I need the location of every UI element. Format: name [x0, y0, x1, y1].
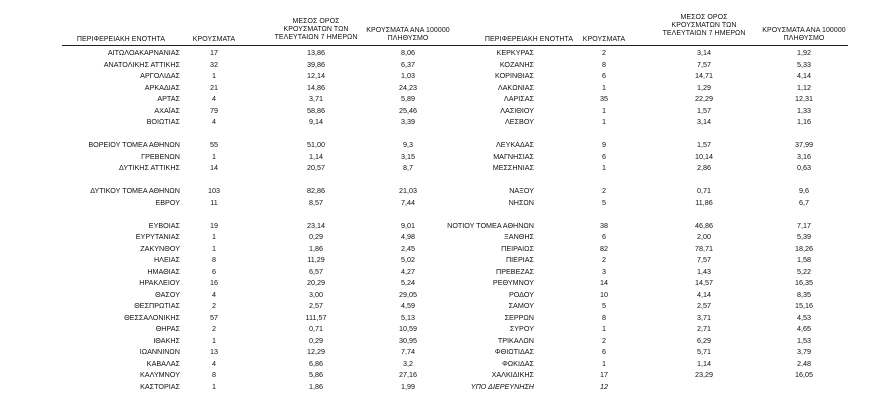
- right-cases-cell: 5: [602, 197, 606, 207]
- left-cases-cell: 13: [210, 347, 218, 356]
- left-per-cell: 25,46: [399, 105, 417, 115]
- left-cases-cell: 1: [212, 335, 216, 345]
- right-row: [62, 220, 852, 231]
- left-per-cell: 5,24: [401, 278, 415, 287]
- left-per-cell: 9,3: [403, 140, 413, 149]
- right-row: [62, 105, 852, 116]
- left-region-cell: ΚΑΒΑΛΑΣ: [146, 358, 180, 368]
- left-per-cell: 8,06: [401, 48, 415, 57]
- right-per-cell: 16,35: [795, 278, 813, 287]
- right-region-cell: ΜΕΣΣΗΝΙΑΣ: [492, 163, 534, 172]
- right-row: [62, 231, 852, 242]
- right-avg-cell: 3,14: [697, 117, 711, 126]
- left-avg-cell: 1,86: [309, 243, 323, 253]
- right-per-cell: 16,05: [795, 370, 813, 379]
- left-avg-cell: 1,14: [309, 151, 323, 161]
- right-avg-cell: 14,57: [695, 278, 713, 287]
- right-cases-cell: 1: [602, 82, 606, 92]
- right-per-cell: 5,22: [797, 266, 811, 276]
- left-cases-cell: 32: [210, 59, 218, 69]
- right-row: [62, 369, 852, 380]
- left-cases-cell: 103: [208, 186, 220, 195]
- right-cases-cell: 14: [600, 278, 608, 287]
- right-row: [62, 82, 852, 93]
- right-region-cell: ΛΑΚΩΝΙΑΣ: [497, 82, 534, 92]
- right-avg-cell: 1,57: [697, 105, 711, 115]
- right-row: [62, 59, 852, 70]
- right-row: [62, 197, 852, 208]
- left-region-cell: ΑΙΤΩΛΟΑΚΑΡΝΑΝΙΑΣ: [107, 48, 180, 57]
- right-region-cell: ΛΑΡΙΣΑΣ: [503, 94, 534, 103]
- left-per-cell: 30,95: [399, 335, 417, 345]
- right-avg-cell: 1,14: [697, 358, 711, 368]
- right-per-cell: 15,16: [795, 301, 813, 310]
- right-row: [62, 346, 852, 357]
- right-per-cell: 4,65: [797, 324, 811, 333]
- right-row: [62, 358, 852, 369]
- left-per-cell: 1,99: [401, 381, 415, 391]
- right-row: [62, 254, 852, 265]
- right-row: [62, 243, 852, 254]
- left-cases-cell: 1: [212, 381, 216, 391]
- right-per-cell: 7,17: [797, 220, 811, 230]
- right-row: [62, 47, 852, 58]
- left-cases-cell: 19: [210, 220, 218, 230]
- right-row: [62, 266, 852, 277]
- left-avg-cell: 39,86: [307, 59, 325, 69]
- left-per-cell: 24,23: [399, 82, 417, 92]
- right-avg-cell: 46,86: [695, 220, 713, 230]
- right-region-cell: ΡΟΔΟΥ: [508, 289, 534, 299]
- left-per-cell: 4,27: [401, 266, 415, 276]
- left-cases-cell: 2: [212, 301, 216, 310]
- right-cases-cell: 3: [602, 266, 606, 276]
- right-per-cell: 1,12: [797, 82, 811, 92]
- right-region-cell: ΦΩΚΙΔΑΣ: [502, 358, 534, 368]
- right-average-header-line3: ΤΕΛΕΥΤΑΙΩΝ 7 ΗΜΕΡΩΝ: [662, 30, 746, 37]
- left-avg-cell: 0,29: [309, 232, 323, 241]
- left-avg-cell: 6,57: [309, 266, 323, 276]
- right-average-header-line1: ΜΕΣΟΣ ΟΡΟΣ: [680, 14, 728, 21]
- right-region-cell: ΝΗΣΩΝ: [508, 197, 534, 207]
- left-cases-cell: 14: [210, 163, 218, 172]
- right-cases-cell: 2: [602, 335, 606, 345]
- right-region-cell: ΤΡΙΚΑΛΩΝ: [497, 335, 534, 345]
- right-per-cell: 9,6: [799, 186, 809, 195]
- left-cases-cell: 16: [210, 278, 218, 287]
- left-per-cell: 7,44: [401, 197, 415, 207]
- right-avg-cell: 14,71: [695, 71, 713, 80]
- left-cases-cell: 1: [212, 71, 216, 80]
- right-cases-cell: 1: [602, 163, 606, 172]
- left-per-100k-header-line1: ΚΡΟΥΣΜΑΤΑ ΑΝΑ 100000: [366, 27, 450, 34]
- left-per-cell: 2,45: [401, 243, 415, 253]
- right-row: [62, 277, 852, 288]
- right-avg-cell: 6,29: [697, 335, 711, 345]
- left-per-cell: 1,03: [401, 71, 415, 80]
- right-cases-cell: 1: [602, 105, 606, 115]
- right-per-cell: 4,53: [797, 312, 811, 322]
- left-cases-cell: 1: [212, 151, 216, 161]
- left-avg-cell: 1,86: [309, 381, 323, 391]
- right-row: [62, 335, 852, 346]
- left-cases-cell: 4: [212, 289, 216, 299]
- right-cases-cell: 1: [602, 117, 606, 126]
- left-avg-cell: 12,29: [307, 347, 325, 356]
- left-cases-cell: 17: [210, 48, 218, 57]
- right-region-cell: ΚΟΡΙΝΘΙΑΣ: [495, 71, 534, 80]
- right-avg-cell: 1,57: [697, 140, 711, 149]
- left-region-cell: ΘΗΡΑΣ: [155, 324, 180, 333]
- left-avg-cell: 0,71: [309, 324, 323, 333]
- left-cases-cell: 8: [212, 255, 216, 264]
- left-avg-cell: 0,29: [309, 335, 323, 345]
- left-region-cell: ΑΧΑΪΑΣ: [154, 105, 180, 115]
- right-per-cell: 8,35: [797, 289, 811, 299]
- right-row: [62, 70, 852, 81]
- left-cases-cell: 57: [210, 312, 218, 322]
- left-avg-cell: 11,29: [307, 255, 325, 264]
- left-avg-cell: 20,57: [307, 163, 325, 172]
- right-region-cell: ΚΟΖΑΝΗΣ: [499, 59, 534, 69]
- left-per-100k-header-line2: ΠΛΗΘΥΣΜΟ: [387, 35, 429, 42]
- left-avg-cell: 82,86: [307, 186, 325, 195]
- right-row: [62, 185, 852, 196]
- left-avg-cell: 5,86: [309, 370, 323, 379]
- left-region-cell: ΙΘΑΚΗΣ: [153, 335, 180, 345]
- right-cases-cell: 6: [602, 347, 606, 356]
- left-average-header-line2: ΚΡΟΥΣΜΑΤΩΝ ΤΩΝ: [283, 26, 349, 33]
- right-average-header: [656, 14, 752, 38]
- left-region-cell: ΗΛΕΙΑΣ: [153, 255, 180, 264]
- left-cases-cell: 6: [212, 266, 216, 276]
- left-region-cell: ΕΒΡΟΥ: [155, 197, 180, 207]
- right-region-cell: ΠΕΙΡΑΙΩΣ: [501, 243, 534, 253]
- right-cases-cell: 9: [602, 140, 606, 149]
- right-cases-cell: 12: [600, 381, 608, 391]
- right-avg-cell: 2,00: [697, 232, 711, 241]
- right-region-cell: ΠΙΕΡΙΑΣ: [505, 255, 534, 264]
- left-region-cell: ΕΥΡΥΤΑΝΙΑΣ: [135, 232, 180, 241]
- right-cases-cell: 2: [602, 186, 606, 195]
- left-per-cell: 10,59: [399, 324, 417, 333]
- right-per-cell: 2,48: [797, 358, 811, 368]
- left-cases-cell: 1: [212, 232, 216, 241]
- right-row: [62, 381, 852, 392]
- left-region-cell: ΙΩΑΝΝΙΝΩΝ: [139, 347, 180, 356]
- right-avg-cell: 78,71: [695, 243, 713, 253]
- right-per-cell: 37,99: [795, 140, 813, 149]
- right-region-cell: ΛΕΥΚΑΔΑΣ: [495, 140, 534, 149]
- left-avg-cell: 51,00: [307, 140, 325, 149]
- left-per-cell: 5,02: [401, 255, 415, 264]
- right-per-cell: 1,16: [797, 117, 811, 126]
- left-cases-cell: 21: [210, 82, 218, 92]
- right-cases-cell: 8: [602, 312, 606, 322]
- right-per-cell: 6,7: [799, 197, 809, 207]
- left-avg-cell: 12,14: [307, 71, 325, 80]
- left-avg-cell: 8,57: [309, 197, 323, 207]
- right-per-cell: 5,39: [797, 232, 811, 241]
- right-avg-cell: 3,14: [697, 48, 711, 57]
- left-cases-cell: 79: [210, 105, 218, 115]
- right-avg-cell: 7,57: [697, 255, 711, 264]
- right-per-cell: 5,33: [797, 59, 811, 69]
- right-avg-cell: 2,57: [697, 301, 711, 310]
- right-avg-cell: 4,14: [697, 289, 711, 299]
- left-region-cell: ΗΡΑΚΛΕΙΟΥ: [139, 278, 180, 287]
- left-cases-cell: 4: [212, 117, 216, 126]
- left-per-cell: 21,03: [399, 186, 417, 195]
- left-per-cell: 7,74: [401, 347, 415, 356]
- left-per-cell: 5,13: [401, 312, 415, 322]
- left-cases-cell: 4: [212, 358, 216, 368]
- right-row: [62, 174, 852, 185]
- left-avg-cell: 23,14: [307, 220, 325, 230]
- left-per-cell: 3,2: [403, 358, 413, 368]
- right-row: [62, 162, 852, 173]
- right-cases-cell: 1: [602, 324, 606, 333]
- right-per-cell: 3,16: [797, 151, 811, 161]
- right-avg-cell: 2,86: [697, 163, 711, 172]
- right-cases-cell: 17: [600, 370, 608, 379]
- left-avg-cell: 3,71: [309, 94, 323, 103]
- right-cases-cell: 1: [602, 358, 606, 368]
- right-per-cell: 1,92: [797, 48, 811, 57]
- right-per-100k-header: [756, 27, 852, 43]
- left-per-cell: 3,15: [401, 151, 415, 161]
- right-avg-cell: 10,14: [695, 151, 713, 161]
- right-region-cell: ΦΘΙΩΤΙΔΑΣ: [494, 347, 534, 356]
- left-per-cell: 5,89: [401, 94, 415, 103]
- right-per-cell: 1,33: [797, 105, 811, 115]
- right-cases-cell: 2: [602, 48, 606, 57]
- left-region-cell: ΒΟΡΕΙΟΥ ΤΟΜΕΑ ΑΘΗΝΩΝ: [88, 140, 180, 149]
- left-average-header-line1: ΜΕΣΟΣ ΟΡΟΣ: [292, 18, 340, 25]
- right-cases-cell: 35: [600, 94, 608, 103]
- right-avg-cell: 1,43: [697, 266, 711, 276]
- right-avg-cell: 1,29: [697, 82, 711, 92]
- right-region-cell: ΚΕΡΚΥΡΑΣ: [496, 48, 534, 57]
- left-avg-cell: 111,57: [305, 312, 327, 322]
- right-region-cell: ΝΑΞΟΥ: [509, 186, 534, 195]
- left-region-cell: ΘΑΣΟΥ: [155, 289, 180, 299]
- left-region-cell: ΖΑΚΥΝΘΟΥ: [140, 243, 180, 253]
- right-per-cell: 12,31: [795, 94, 813, 103]
- right-avg-cell: 3,71: [697, 312, 711, 322]
- right-row: [62, 312, 852, 323]
- right-row: [62, 128, 852, 139]
- left-per-cell: 4,98: [401, 232, 415, 241]
- right-row: [62, 289, 852, 300]
- left-region-cell: ΑΝΑΤΟΛΙΚΗΣ ΑΤΤΙΚΗΣ: [103, 59, 180, 69]
- left-per-cell: 9,01: [401, 220, 415, 230]
- right-region-cell: ΣΕΡΡΩΝ: [504, 312, 534, 322]
- right-per-cell: 18,26: [795, 243, 813, 253]
- right-region-cell: ΜΑΓΝΗΣΙΑΣ: [493, 151, 534, 161]
- left-region-cell: ΘΕΣΣΑΛΟΝΙΚΗΣ: [124, 312, 180, 322]
- right-region-cell: ΛΕΣΒΟΥ: [505, 117, 534, 126]
- left-average-header: [258, 18, 374, 42]
- left-avg-cell: 58,86: [307, 105, 325, 115]
- right-region-cell: ΧΑΛΚΙΔΙΚΗΣ: [491, 370, 534, 379]
- right-row: [62, 208, 852, 219]
- left-region-cell: ΘΕΣΠΡΩΤΙΑΣ: [134, 301, 180, 310]
- left-region-cell: ΚΑΣΤΟΡΙΑΣ: [140, 381, 180, 391]
- left-cases-cell: 1: [212, 243, 216, 253]
- left-cases-cell: 55: [210, 140, 218, 149]
- left-avg-cell: 3,00: [309, 289, 323, 299]
- right-row: [62, 151, 852, 162]
- header-divider: [62, 45, 848, 46]
- left-cases-cell: 4: [212, 94, 216, 103]
- left-region-cell: ΒΟΙΩΤΙΑΣ: [146, 117, 180, 126]
- left-per-cell: 29,05: [399, 289, 417, 299]
- left-per-cell: 6,37: [401, 59, 415, 69]
- left-avg-cell: 13,86: [307, 48, 325, 57]
- left-region-cell: ΓΡΕΒΕΝΩΝ: [141, 151, 180, 161]
- right-region-cell: ΡΕΘΥΜΝΟΥ: [492, 278, 534, 287]
- right-region-cell: ΞΑΝΘΗΣ: [504, 232, 534, 241]
- right-per-cell: 4,14: [797, 71, 811, 80]
- right-cases-cell: 10: [600, 289, 608, 299]
- right-avg-cell: 0,71: [697, 186, 711, 195]
- right-cases-cell: 6: [602, 151, 606, 161]
- left-avg-cell: 2,57: [309, 301, 323, 310]
- left-region-cell: ΕΥΒΟΙΑΣ: [148, 220, 180, 230]
- left-avg-cell: 9,14: [309, 117, 323, 126]
- right-avg-cell: 5,71: [697, 347, 711, 356]
- right-region-cell: ΠΡΕΒΕΖΑΣ: [496, 266, 534, 276]
- right-avg-cell: 22,29: [695, 94, 713, 103]
- right-cases-cell: 6: [602, 71, 606, 80]
- right-cases-cell: 82: [600, 243, 608, 253]
- left-per-cell: 8,7: [403, 163, 413, 172]
- right-per-cell: 3,79: [797, 347, 811, 356]
- right-region-cell: ΛΑΣΙΘΙΟΥ: [500, 105, 534, 115]
- right-cases-cell: 38: [600, 220, 608, 230]
- left-per-cell: 27,16: [399, 370, 417, 379]
- right-region-cell: ΣΑΜΟΥ: [508, 301, 534, 310]
- left-region-cell: ΑΡΓΟΛΙΔΑΣ: [140, 71, 180, 80]
- left-avg-cell: 14,86: [307, 82, 325, 92]
- right-avg-cell: 7,57: [697, 59, 711, 69]
- right-row: [62, 93, 852, 104]
- right-avg-cell: 11,86: [695, 197, 713, 207]
- right-cases-cell: 5: [602, 301, 606, 310]
- left-region-cell: ΔΥΤΙΚΗΣ ΑΤΤΙΚΗΣ: [119, 163, 180, 172]
- right-per-cell: 1,58: [797, 255, 811, 264]
- left-avg-cell: 6,86: [309, 358, 323, 368]
- left-region-cell: ΗΜΑΘΙΑΣ: [147, 266, 180, 276]
- right-cases-cell: 6: [602, 232, 606, 241]
- left-region-cell: ΑΡΚΑΔΙΑΣ: [144, 82, 180, 92]
- right-per-100k-header-line2: ΠΛΗΘΥΣΜΟ: [783, 35, 825, 42]
- right-row: [62, 116, 852, 127]
- left-region-cell: ΚΑΛΥΜΝΟΥ: [140, 370, 180, 379]
- left-per-100k-header: [360, 27, 456, 43]
- left-avg-cell: 20,29: [307, 278, 325, 287]
- right-per-100k-header-line1: ΚΡΟΥΣΜΑΤΑ ΑΝΑ 100000: [762, 27, 846, 34]
- left-region-header: ΠΕΡΙΦΕΡΕΙΑΚΗ ΕΝΟΤΗΤΑ: [76, 36, 166, 43]
- right-cases-header: ΚΡΟΥΣΜΑΤΑ: [582, 36, 626, 43]
- right-region-cell: ΥΠΟ ΔΙΕΡΕΥΝΗΣΗ: [470, 381, 534, 391]
- right-cases-cell: 2: [602, 255, 606, 264]
- left-cases-header: ΚΡΟΥΣΜΑΤΑ: [192, 36, 236, 43]
- right-avg-cell: 23,29: [695, 370, 713, 379]
- left-cases-cell: 8: [212, 370, 216, 379]
- right-row: [62, 323, 852, 334]
- left-average-header-line3: ΤΕΛΕΥΤΑΙΩΝ 7 ΗΜΕΡΩΝ: [274, 34, 358, 41]
- left-region-cell: ΔΥΤΙΚΟΥ ΤΟΜΕΑ ΑΘΗΝΩΝ: [90, 186, 180, 195]
- right-row: [62, 139, 852, 150]
- right-region-cell: ΝΟΤΙΟΥ ΤΟΜΕΑ ΑΘΗΝΩΝ: [447, 220, 534, 230]
- right-per-cell: 1,53: [797, 335, 811, 345]
- left-per-cell: 4,59: [401, 301, 415, 310]
- left-region-cell: ΑΡΤΑΣ: [157, 94, 180, 103]
- right-region-header: ΠΕΡΙΦΕΡΕΙΑΚΗ ΕΝΟΤΗΤΑ: [484, 36, 574, 43]
- left-cases-cell: 11: [210, 197, 218, 207]
- left-per-cell: 3,39: [401, 117, 415, 126]
- right-per-cell: 0,63: [797, 163, 811, 172]
- left-cases-cell: 2: [212, 324, 216, 333]
- right-cases-cell: 8: [602, 59, 606, 69]
- right-average-header-line2: ΚΡΟΥΣΜΑΤΩΝ ΤΩΝ: [671, 22, 737, 29]
- right-avg-cell: 2,71: [697, 324, 711, 333]
- right-row: [62, 300, 852, 311]
- right-region-cell: ΣΥΡΟΥ: [509, 324, 534, 333]
